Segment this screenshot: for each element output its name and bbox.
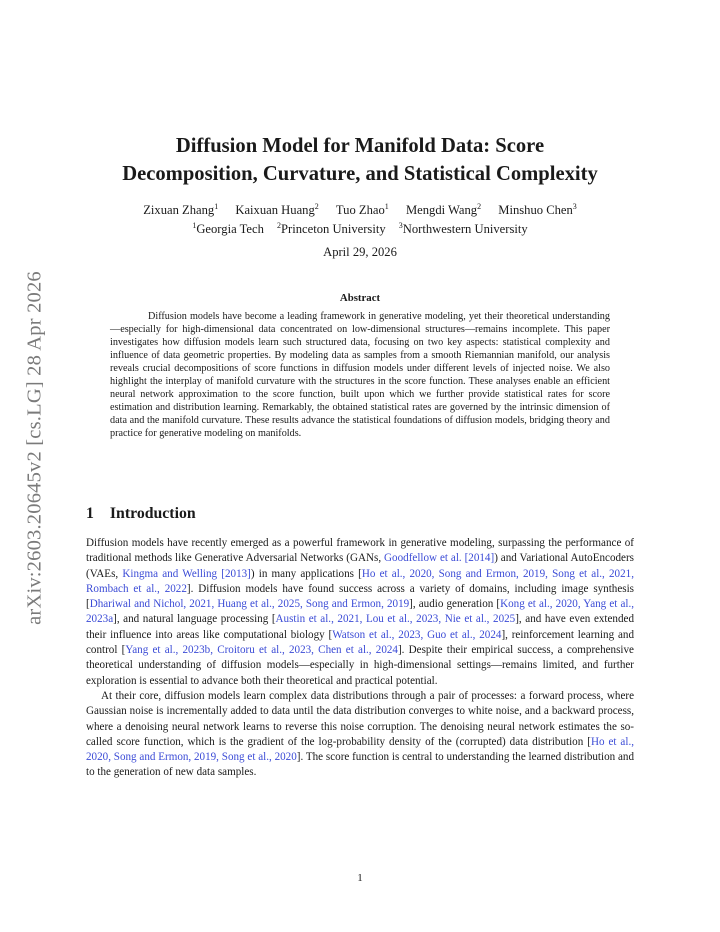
introduction-body xyxy=(86,536,634,781)
arxiv-identifier[interactable]: arXiv:2603.20645v2 [cs.LG] 28 Apr 2026 xyxy=(23,271,46,625)
citation-link[interactable]: Goodfellow et al. [2014] xyxy=(384,552,495,565)
citation-link[interactable]: Austin et al., 2021, Lou et al., 2023, Nie et al., 2025 xyxy=(275,613,516,626)
affiliation-list xyxy=(60,218,660,237)
author: Kaixuan Huang$^2$ xyxy=(235,202,319,217)
paragraph: At their core, diffusion models learn complex data distributions through a pair of processes: a forward process, where Gaussian noise is incrementally added to data until the data distribution converges to white noise, and a backward process, where a denoising neural network learns to reverse this noise corruption. The denoising neural network estimates the so-called score function, which is the gradient of the log-probability density of the (corrupted) data distribution [Ho et al., 2020, Song and Ermon, 2019, Song et al., 2020]. The score function is central to understanding the learned distribution and to the generation of new data samples. xyxy=(86,689,634,779)
page-number: 1 xyxy=(357,872,363,884)
affiliation: $^1$Georgia Tech xyxy=(192,221,264,236)
author: Tuo Zhao$^1$ xyxy=(335,202,389,217)
section-title: Introduction xyxy=(109,505,196,522)
citation-link[interactable]: Kingma and Welling [2013] xyxy=(122,567,251,580)
section-heading xyxy=(86,505,196,523)
affiliation: $^3$Northwestern University xyxy=(398,221,528,236)
title-line-2: Decomposition, Curvature, and Statistical Complexity xyxy=(122,163,598,185)
abstract-heading: Abstract xyxy=(339,292,381,304)
citation-link[interactable]: Dhariwal and Nichol, 2021, Huang et al., 2025, Song and Ermon, 2019 xyxy=(89,598,410,611)
citation-link[interactable]: Yang et al., 2023b, Croitoru et al., 2023, Chen et al., 2024 xyxy=(125,644,398,657)
title-line-1: Diffusion Model for Manifold Data: Score xyxy=(175,135,545,157)
author-list xyxy=(60,199,660,237)
paper-title xyxy=(60,132,660,188)
author: Mengdi Wang$^2$ xyxy=(405,202,482,217)
citation-link[interactable]: Kong et al., 2020, Yang et al., 2023a xyxy=(86,598,634,626)
publication-date: April 29, 2026 xyxy=(323,245,397,259)
citation-link[interactable]: Ho et al., 2020, Song and Ermon, 2019, Song et al., 2021, Rombach et al., 2022 xyxy=(86,567,634,595)
affiliation: $^2$Princeton University xyxy=(277,221,386,236)
author: Zixuan Zhang$^1$ xyxy=(143,202,219,217)
author: Minshuo Chen$^3$ xyxy=(498,202,577,217)
abstract-text: Diffusion models have become a leading framework in generative modeling, yet their theoretical understanding—especially for high-dimensional data concentrated on low-dimensional structures—remains incomplete. This paper investigates how diffusion models learn such structured data, focusing on two key aspects: statistical complexity and influence of data geometric properties. By modeling data as samples from a smooth Riemannian manifold, our analysis reveals crucial decompositions of score functions in diffusion models under different levels of injected noise. We also highlight the interplay of manifold curvature with the structures in the score function. These analyses enable an efficient neural network approximation to the score function, built upon which we further provide statistical rates for score estimation and distribution learning. Remarkably, the obtained statistical rates are governed by the intrinsic dimension of data and the manifold curvature. These results advance the statistical foundations of diffusion models, bridging theory and practice for generative modeling on manifolds. xyxy=(110,311,610,440)
citation-link[interactable]: Ho et al., 2020, Song and Ermon, 2019, Song et al., 2020 xyxy=(86,735,634,764)
section-number: 1 xyxy=(86,505,94,522)
paragraph: Diffusion models have recently emerged as a powerful framework in generative modeling, surpassing the performance of traditional methods like Generative Adversarial Networks (GANs, Goodfellow et al. [2014]) and Variational AutoEncoders (VAEs, Kingma and Welling [2013]) in many applications [Ho et al., 2020, Song and Ermon, 2019, Song et al., 2021, Rombach et al., 2022]. Diffusion models have found success across a variety of domains, including image synthesis [Dhariwal and Nichol, 2021, Huang et al., 2025, Song and Ermon, 2019], audio generation [Kong et al., 2020, Yang et al., 2023a], and natural language processing [Austin et al., 2021, Lou et al., 2023, Nie et al., 2025], and have even extended their influence into areas like computational biology [Watson et al., 2023, Guo et al., 2024], reinforcement learning and control [Yang et al., 2023b, Croitoru et al., 2023, Chen et al., 2024]. Despite their empirical success, a comprehensive theoretical understanding of diffusion models—especially in high-dimensional settings—remains limited, and further exploration is essential to advance both their theoretical and practical potential. xyxy=(86,537,634,687)
citation-link[interactable]: Watson et al., 2023, Guo et al., 2024 xyxy=(332,628,502,641)
